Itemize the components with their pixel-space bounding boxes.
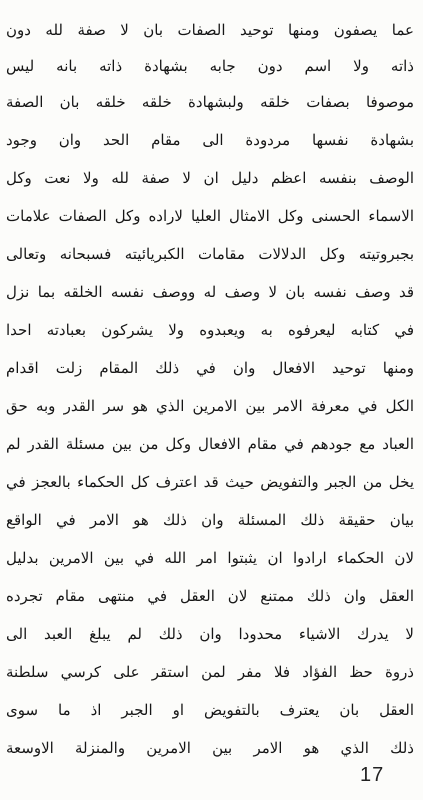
manuscript-line: موصوفا بصفات خلقه ولبشهادة خلقه خلقه بان الصفة [6, 93, 414, 111]
manuscript-line: ذاته ولا اسم دون جابه بشهادة ذاته بانه ليس [6, 57, 414, 75]
manuscript-line: الاسماء الحسنى وكل الامثال العليا لاراده وكل الصفات علامات [6, 207, 414, 225]
manuscript-line: بجبروتيته وكل الدلالات مقامات الكبريائيته فسبحانه وتعالى [6, 245, 414, 263]
manuscript-line: الوصف بنفسه اعظم دليل ان لا صفة لله ولا نعت وكل [6, 169, 414, 187]
manuscript-line: ذروة حظ الفؤاد فلا مفر لمن استقر على كرسي سلطنة [6, 663, 414, 681]
manuscript-line: يخل من الجبر والتفويض حيث قد اعترف كل الحكماء بالعجز في [6, 473, 414, 491]
manuscript-line: بيان حقيقة ذلك المسئلة وان ذلك هو الامر في الواقع [6, 511, 414, 529]
manuscript-line: قد وصف نفسه بان لا وصف له ووصف نفسه الخلقه بما نزل [6, 283, 414, 301]
manuscript-line: لا يدرك الاشياء محدودا وان ذلك لم يبلغ العبد الى [6, 625, 414, 643]
manuscript-line: العقل بان يعترف بالتفويض او الجبر اذ ما سوى [6, 701, 414, 719]
manuscript-line: ذلك الذي هو الامر بين الامرين والمنزلة الاوسعة [6, 739, 414, 757]
manuscript-line: لان الحكماء ارادوا ان يثبتوا امر الله في بين الامرين بدليل [6, 549, 414, 567]
manuscript-line: الكل في معرفة الامر بين الامرين الذي هو سر القدر وبه حق [6, 397, 414, 415]
manuscript-line: في كتابه ليعرفوه به ويعبدوه ولا يشركون بعبادته احدا [6, 321, 414, 339]
manuscript-line: عما يصفون ومنها توحيد الصفات بان لا صفة لله دون [6, 21, 414, 39]
manuscript-line: بشهادة نفسها مردودة الى مقام الحد وان وجود [6, 131, 414, 149]
manuscript-line: العباد مع جودهم في مقام الافعال وكل من بين مسئلة القدر لم [6, 435, 414, 453]
manuscript-line: ومنها توحيد الافعال وان في ذلك المقام زلت اقدام [6, 359, 414, 377]
manuscript-line: العقل وان ذلك ممتنع لان العقل في منتهى مقام تجرده [6, 587, 414, 605]
page-number: 17 [360, 764, 385, 786]
